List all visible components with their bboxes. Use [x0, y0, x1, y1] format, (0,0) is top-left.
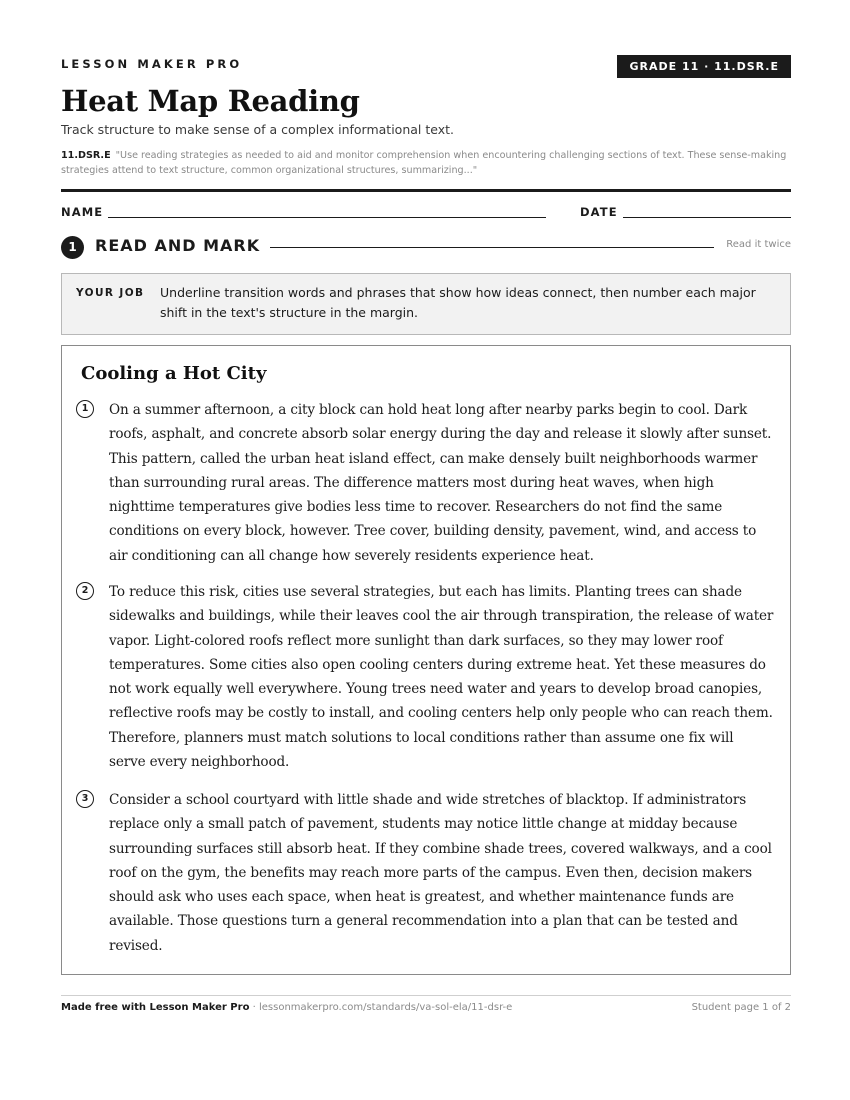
- date-label: DATE: [580, 205, 618, 219]
- standard-text: "Use reading strategies as needed to aid and monitor comprehension when encountering challenging sections of text. These sense-making strategies attend to text structure, common organizational structures, summarizing...": [61, 150, 787, 176]
- job-label: YOUR JOB: [76, 287, 145, 299]
- paragraph: [76, 788, 776, 960]
- reading-passage: [61, 345, 791, 975]
- name-label: NAME: [61, 205, 104, 219]
- footer-made-with: Made free with Lesson Maker Pro: [61, 1002, 250, 1013]
- date-field[interactable]: [623, 217, 791, 218]
- header: [61, 57, 791, 79]
- brand-name: LESSON MAKER PRO: [61, 57, 243, 71]
- grade-badge: GRADE 11 · 11.DSR.E: [617, 55, 791, 78]
- standard-description: [61, 148, 791, 178]
- job-text: Underline transition words and phrases that show how ideas connect, then number each major shift in the text's structure in the margin.: [160, 285, 756, 320]
- footer-url: lessonmakerpro.com/standards/va-sol-ela/11-dsr-e: [258, 1002, 513, 1013]
- paragraph-text: To reduce this risk, cities use several strategies, but each has limits. Planting trees can shade sidewalks and buildings, while their leaves cool the air through transpiration, the release of water vapor. Light-colored roofs reflect more sunlight than dark surfaces, so they may lower roof temperatures. Some cities also open cooling centers during extreme heat. Yet these measures do not work equally well everywhere. Young trees need water and years to develop broad canopies, reflective roofs may be costly to install, and cooling centers help only people who can reach them. Therefore, planners must match solutions to local conditions rather than assume one fix will serve every neighborhood.: [109, 584, 774, 771]
- worksheet-title: Heat Map Reading: [61, 84, 360, 118]
- worksheet-subtitle: Track structure to make sense of a complex informational text.: [61, 122, 454, 137]
- paragraph-number: 3: [76, 790, 94, 808]
- section-header: [61, 234, 791, 260]
- header-divider: [61, 189, 791, 192]
- section-number-badge: 1: [61, 236, 84, 259]
- footer-separator: ·: [249, 1002, 259, 1013]
- section-note: Read it twice: [726, 239, 791, 250]
- paragraph-text: Consider a school courtyard with little shade and wide stretches of blacktop. If administrators replace only a small patch of pavement, students may notice little change at midday because surrounding surfaces still absorb heat. If they combine shade trees, covered walkways, and a cool roof on the gym, the benefits may reach more parts of the campus. Even then, decision makers should ask who uses each space, when heat is greatest, and whether maintenance funds are available. Those questions turn a general recommendation into a plan that can be tested and revised.: [109, 792, 772, 954]
- paragraph-text: On a summer afternoon, a city block can hold heat long after nearby parks begin to cool. Dark roofs, asphalt, and concrete absorb solar energy during the day and release it slowly after sunset. This pattern, called the urban heat island effect, can make densely built neighborhoods warmer than surrounding rural areas. The difference matters most during heat waves, when high nighttime temperatures give bodies less time to recover. Researchers do not find the same conditions on every block, however. Tree cover, building density, pavement, wind, and access to air conditioning can all change how severely residents experience heat.: [109, 402, 772, 564]
- footer-credit: [61, 1002, 512, 1013]
- paragraph-number: 2: [76, 582, 94, 600]
- standard-code: 11.DSR.E: [61, 150, 111, 161]
- footer-page-number: Student page 1 of 2: [691, 1002, 791, 1013]
- section-divider: [270, 247, 714, 248]
- paragraph-number: 1: [76, 400, 94, 418]
- job-instructions-box: [61, 273, 791, 335]
- section-title: READ AND MARK: [95, 236, 261, 255]
- name-date-row: [61, 205, 791, 221]
- name-field[interactable]: [108, 217, 546, 218]
- passage-title: Cooling a Hot City: [81, 363, 267, 384]
- paragraph: [76, 398, 776, 570]
- paragraph: [76, 580, 776, 776]
- footer-divider: [61, 995, 791, 996]
